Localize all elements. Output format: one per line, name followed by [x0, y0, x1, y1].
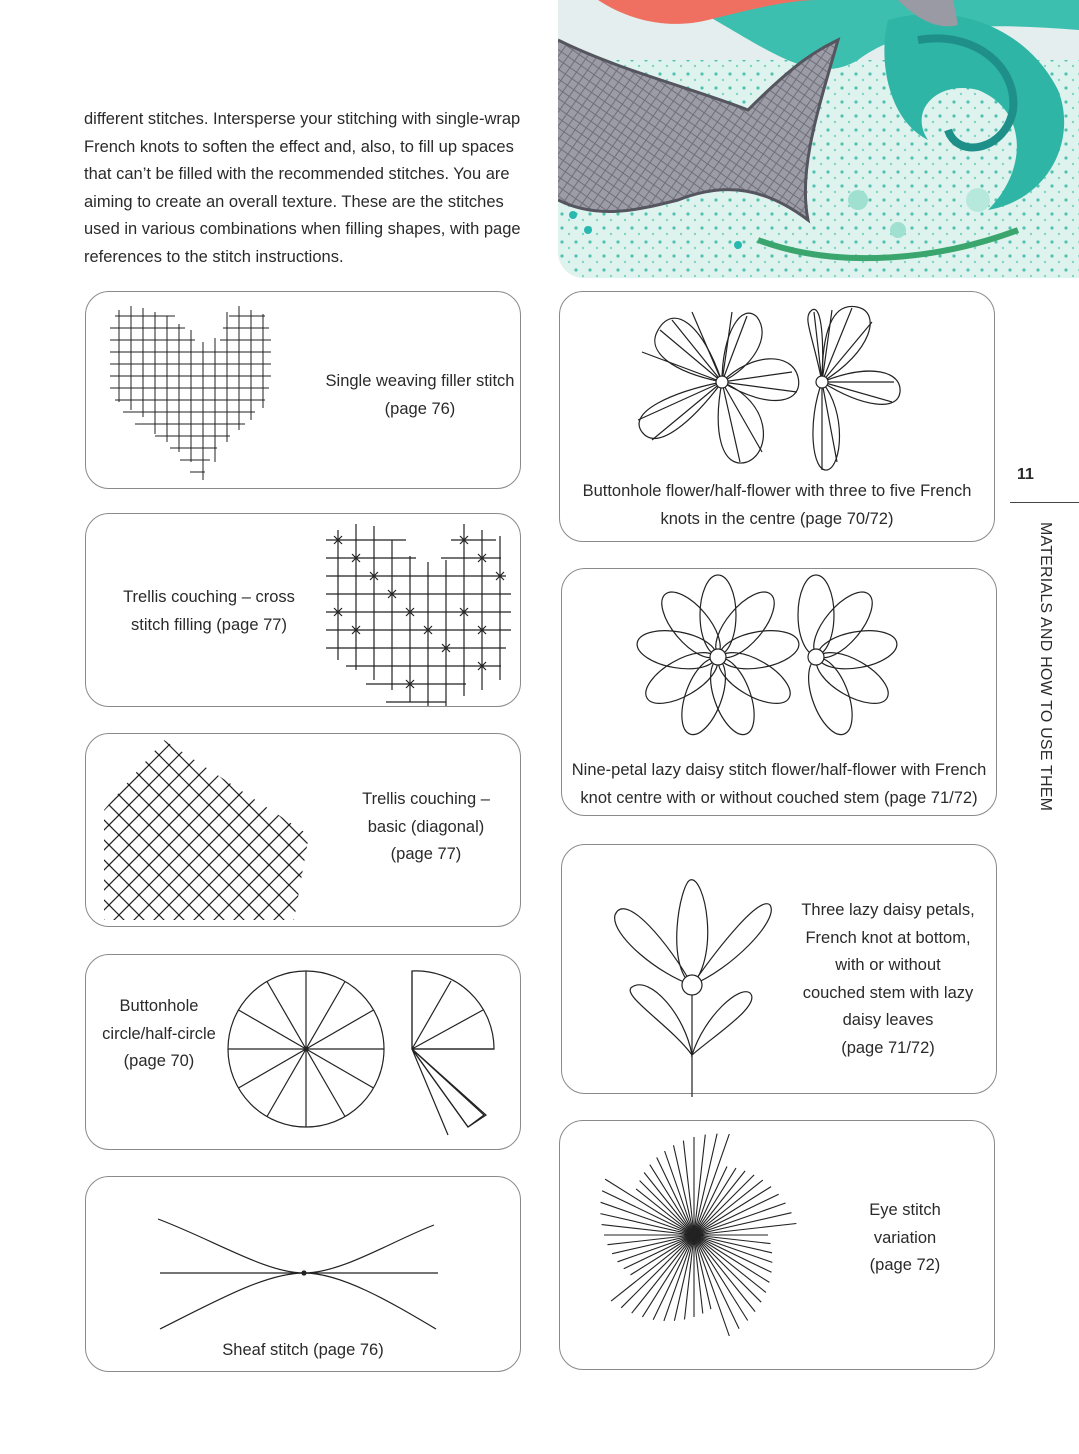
trellis-basic-line1: Trellis couching – [362, 790, 490, 808]
lazy-daisy-line2: knot centre with or without couched stem (page 71/72) [580, 788, 978, 807]
three-petals-caption [788, 897, 988, 1063]
trellis-basic-caption [336, 786, 516, 869]
eye-stitch-line3: (page 72) [869, 1256, 941, 1275]
buttonhole-flower-caption [560, 478, 994, 533]
buttonhole-flower-illustration [632, 302, 912, 478]
sheaf-line1: Sheaf stitch (page 76) [222, 1341, 384, 1359]
trellis-cross-illustration [326, 520, 516, 710]
eye-stitch-line1: Eye stitch [869, 1201, 941, 1219]
eye-stitch-illustration [580, 1131, 808, 1359]
sheaf-caption [86, 1337, 520, 1365]
card-trellis-cross [85, 513, 521, 707]
lazy-daisy-line1: Nine-petal lazy daisy stitch flower/half-flower with French [571, 761, 987, 779]
embroidery-photo-image [558, 0, 1079, 278]
card-trellis-basic [85, 733, 521, 927]
trellis-diagonal-illustration [104, 740, 314, 920]
three-petals-line3: with or without [835, 956, 941, 975]
card-buttonhole-circle [85, 954, 521, 1150]
three-petals-illustration [610, 875, 780, 1095]
sheaf-stitch-illustration [156, 1211, 440, 1335]
buttonhole-flower-line2: knots in the centre (page 70/72) [660, 509, 894, 528]
card-sheaf [85, 1176, 521, 1372]
page-number: 11 [1017, 466, 1034, 483]
eye-stitch-ray [694, 1235, 761, 1302]
trellis-basic-line2: basic (diagonal) [367, 817, 485, 836]
eye-stitch-ray [640, 1181, 694, 1235]
buttonhole-circle-caption [96, 993, 222, 1076]
running-head: MATERIALS AND HOW TO USE THEM [1037, 522, 1054, 812]
lazy-daisy-caption [562, 757, 996, 812]
buttonhole-circle-line1: Buttonhole [119, 997, 199, 1015]
trellis-cross-line2: stitch filling (page 77) [131, 615, 287, 634]
embroidery-photo [558, 0, 1079, 278]
card-buttonhole-flower [559, 291, 995, 542]
intro-paragraph: different stitches. Intersperse your stitching with single-wrap French knots to soften the effect and, also, to fill up spaces that can’t be filled with the recommended stitches. You are aiming to create an overall texture. These are the stitches used in various combinations when filling shapes, with page references to the stitch instructions. [84, 110, 521, 266]
single-weaving-caption [318, 368, 522, 423]
eye-stitch-line2: variation [873, 1228, 937, 1247]
trellis-cross-caption [104, 584, 314, 639]
buttonhole-flower-line1: Buttonhole flower/half-flower with three to five French [582, 482, 972, 500]
eye-stitch-ray [694, 1175, 754, 1235]
three-petals-line6: (page 71/72) [841, 1038, 935, 1057]
three-petals-line1: Three lazy daisy petals, [801, 901, 975, 919]
single-weaving-line2: (page 76) [384, 399, 456, 418]
eye-stitch-caption [810, 1197, 1000, 1280]
trellis-basic-line3: (page 77) [390, 845, 462, 864]
card-three-petals [561, 844, 997, 1094]
card-single-weaving [85, 291, 521, 489]
weaving-heart-illustration [105, 302, 275, 482]
three-petals-line2: French knot at bottom, [805, 928, 971, 947]
lazy-daisy-illustration [638, 575, 908, 745]
card-lazy-daisy [561, 568, 997, 816]
card-eye-stitch [559, 1120, 995, 1370]
single-weaving-line1: Single weaving filler stitch [325, 372, 515, 390]
three-petals-line5: daisy leaves [842, 1011, 934, 1030]
three-petals-line4: couched stem with lazy [802, 983, 974, 1002]
buttonhole-circle-line3: (page 70) [123, 1052, 195, 1071]
running-head-rule [1010, 502, 1079, 503]
buttonhole-circle-illustration [226, 965, 506, 1140]
buttonhole-circle-line2: circle/half-circle [102, 1024, 216, 1043]
trellis-cross-line1: Trellis couching – cross [123, 588, 295, 606]
eye-stitch-ray [621, 1235, 694, 1308]
